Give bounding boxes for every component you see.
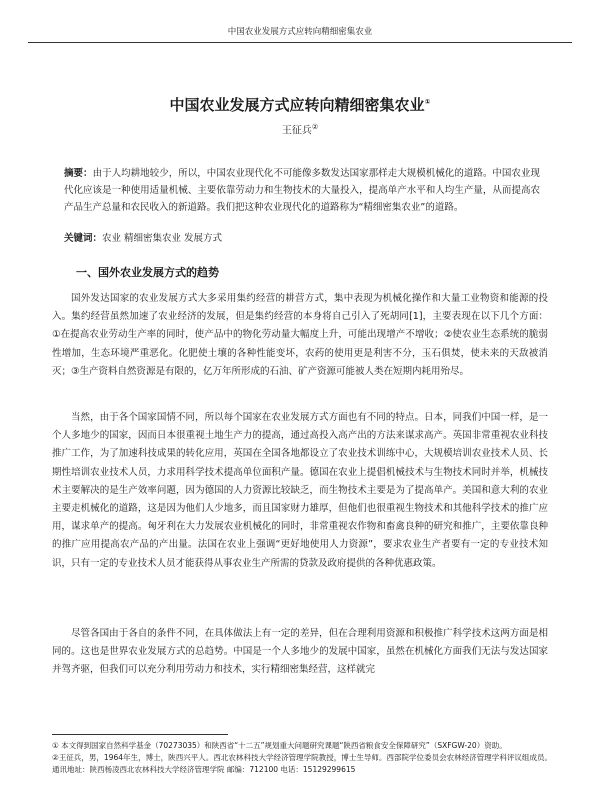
- keywords-text: 农业 精细密集农业 发展方式: [102, 233, 223, 244]
- author-footnote-mark: ②: [311, 123, 319, 131]
- keywords: [64, 232, 540, 246]
- author-line: [0, 120, 600, 138]
- footnotes: [52, 740, 552, 776]
- section-heading: 一、国外农业发展方式的趋势: [76, 266, 219, 279]
- abstract-label: 摘要：: [64, 168, 93, 179]
- footnote-author: ②王征兵，男，1964年生，博士，陕西兴平人。西北农林科技大学经济管理学院教授，博士生导师。西部院学位委员会农林经济管理学科评议组成员。通讯地址：陕西杨凌西北农林科技大学经济管理学院 邮编：712100 电话：15129299615: [52, 753, 552, 774]
- paragraph-text: 尽管各国由于各自的条件不同，在具体做法上有一定的差异，但在合理利用资源和积极推广科学技术这两方面是相同的。这也是世界农业发展方式的总趋势。中国是一个人多地少的发展中国家，虽然在机械化方面我们无法与发达国家并驾齐驱，但我们可以充分利用劳动力和技术，实行精细密集经营，这样就完: [52, 628, 548, 676]
- title-footnote-mark: ①: [424, 98, 431, 106]
- body-paragraph-3: [52, 625, 548, 680]
- running-header: 中国农业发展方式应转向精细密集农业: [28, 26, 572, 43]
- body-paragraph-1: [52, 290, 548, 381]
- body-paragraph-2: [52, 409, 548, 573]
- article-title-text: 中国农业发展方式应转向精细密集农业: [169, 96, 425, 114]
- article-title: [0, 92, 600, 115]
- paragraph-text: 国外发达国家的农业发展方式大多采用集约经营的耕营方式，集中表现为机械化操作和大量工业物资和能源的投入。集约经营虽然加速了农业经济的发展，但是集约经营的本身将自己引入了死胡同[1]，主要表现在以下几个方面：①在提高农业劳动生产率的同时，使产品中的物化劳动量大幅度上升，可能出现增产不增收；②使农业生态系统的脆弱性增加，生态环境严重恶化。化肥使土壤的各种性能变坏，农药的使用更是利害不分，玉石俱焚，使未来的天敌被消灭；③生产资料自然资源是有限的，亿万年所形成的石油、矿产资源可能被人类在短期内耗用殆尽。: [52, 293, 548, 377]
- footnote-funding: ① 本文得到国家自然科学基金（70273035）和陕西省“十二五”规划重大问题研究课题“陕西省粮食安全保障研究”（SXFGW-20）资助。: [52, 741, 507, 750]
- abstract: [64, 165, 540, 216]
- author-name: 王征兵: [281, 125, 312, 137]
- paragraph-text: 当然，由于各个国家国情不同，所以每个国家在农业发展方式方面也有不同的特点。日本，同我们中国一样，是一个人多地少的国家，因而日本很重视土地生产力的提高，通过高投入高产出的方法来谋求高产。英国非常重视农业科技推广工作，为了加速科技成果的转化应用，英国在全国各地都设立了农业技术训练中心，大规模培训农业技术人员、长期性培训农业技术人员，力求用科学技术提高单位面积产量。德国在农业上提倡机械技术与生物技术同时并举，机械技术主要解决的是生产效率问题，因为德国的人力资源比较缺乏，而生物技术主要是为了提高单产。美国和意大利的农业主要走机械化的道路，这是因为他们人少地多，而且国家财力雄厚，但他们也很重视生物技术和其他科学技术的推广应用，谋求单产的提高。匈牙利在大力发展农业机械化的同时，非常重视农作物和畜禽良种的研究和推广，主要依靠良种的推广应用提高农产品的产出量。法国在农业上强调“更好地使用人力资源”，要求农业生产者要有一定的专业技术知识，只有一定的专业技术人员才能获得从事农业生产所需的贷款及政府提供的各种优惠政策。: [52, 412, 548, 569]
- abstract-text: 由于人均耕地较少，所以，中国农业现代化不可能像多数发达国家那样走大规模机械化的道路。中国农业现代化应该是一种使用适量机械、主要依靠劳动力和生物技术的大量投入，提高单产水平和人均生产量，从而提高农产品生产总量和农民收入的新道路。我们把这种农业现代化的道路称为“精细密集农业”的道路。: [64, 168, 540, 213]
- footnote-divider: [52, 734, 228, 735]
- keywords-label: 关键词：: [64, 233, 103, 244]
